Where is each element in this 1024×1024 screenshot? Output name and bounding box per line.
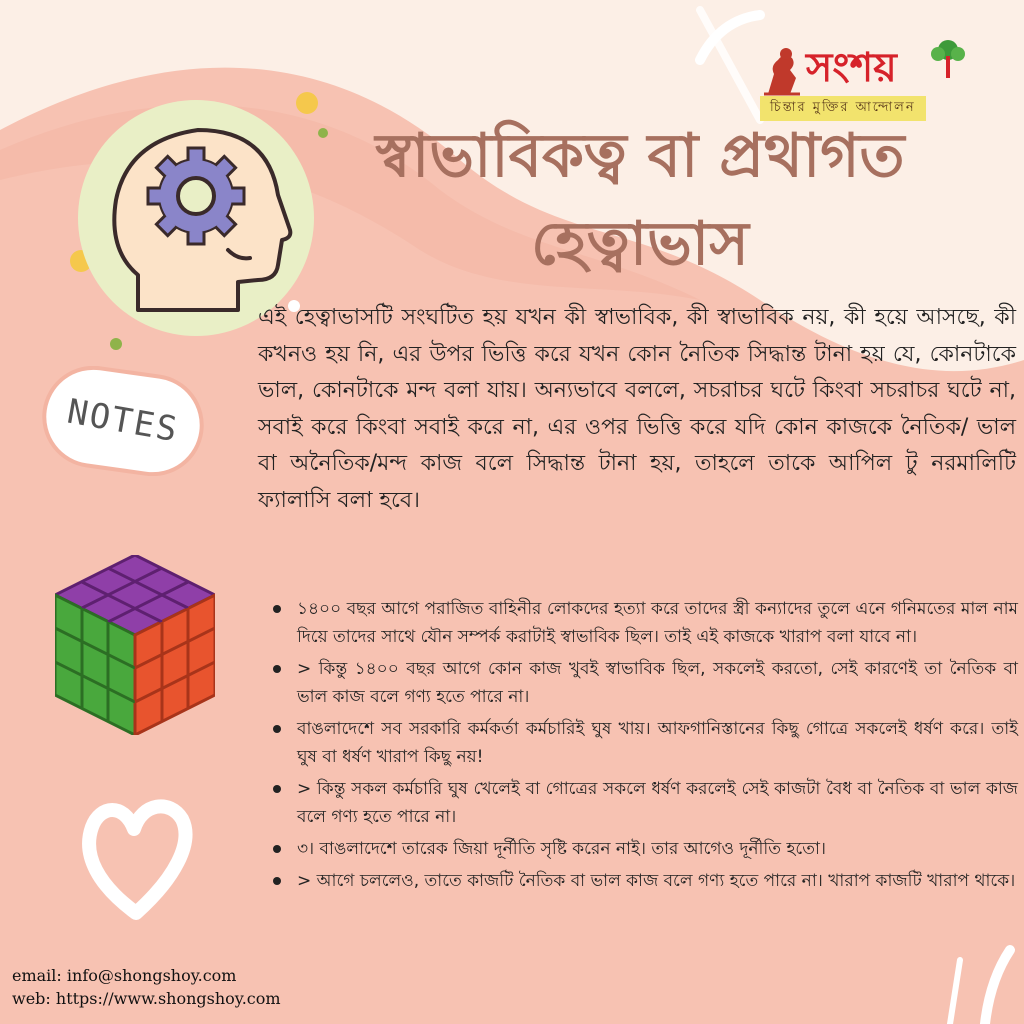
logo-figure-icon xyxy=(760,44,804,96)
example-list xyxy=(270,595,1018,899)
notes-label: NOTES xyxy=(64,391,182,451)
list-item: > কিন্তু সকল কর্মচারি ঘুষ খেলেই বা গোত্রের সকলে ধর্ষণ করলেই সেই কাজটা বৈধ বা নৈতিক বা ভাল কাজ বলে গণ্য হতে পারে না। xyxy=(270,775,1018,831)
heart-outline-icon xyxy=(78,795,198,920)
logo-title: সংশয় xyxy=(806,45,897,91)
list-item: ৩। বাঙলাদেশে তারেক জিয়া দূর্নীতি সৃষ্টি করেন নাই। তার আগেও দূর্নীতি হতো। xyxy=(270,835,1018,863)
contact-info xyxy=(12,964,281,1010)
intro-paragraph: এই হেত্বাভাসটি সংঘটিত হয় যখন কী স্বাভাবিক, কী স্বাভাবিক নয়, কী হয়ে আসছে, কী কখনও হয় নি, এর উপর ভিত্তি করে যখন কোন নৈতিক সিদ্ধান্ত টানা হয় যে, কোনটাকে ভাল, কোনটাকে মন্দ বলা যায়। অন্যভাবে বললে, সচরাচর ঘটে কিংবা সচরাচর ঘটে না, সবাই করে কিংবা সবাই করে না, এর ওপর ভিত্তি করে যদি কোন কাজকে নৈতিক/ ভাল বা অনৈতিক/মন্দ কাজ বলে সিদ্ধান্ত টানা হয়, তাহলে তাকে আপিল টু নরমালিটি ফ্যালাসি বলা হবে। xyxy=(258,305,1016,513)
logo-tree-icon xyxy=(926,36,970,80)
notes-badge xyxy=(38,366,208,476)
list-item: > কিন্তু ১৪০০ বছর আগে কোন কাজ খুবই স্বাভাবিক ছিল, সকলেই করতো, সেই কারণেই তা নৈতিক বা ভাল কাজ বলে গণ্য হতে পারে না। xyxy=(270,655,1018,711)
email-link[interactable]: email: info@shongshoy.com xyxy=(12,966,237,985)
list-item: > আগে চললেও, তাতে কাজটি নৈতিক বা ভাল কাজ বলে গণ্য হতে পারে না। খারাপ কাজটি খারাপ থাকে। xyxy=(270,867,1018,895)
web-link[interactable]: web: https://www.shongshoy.com xyxy=(12,989,281,1008)
list-item: বাঙলাদেশে সব সরকারি কর্মকর্তা কর্মচারিই ঘুষ খায়। আফগানিস্তানের কিছু গোত্রে সকলেই ধর্ষণ করে। তাই ঘুষ বা ধর্ষণ খারাপ কিছু নয়! xyxy=(270,715,1018,771)
logo-tagline: চিন্তার মুক্তির আন্দোলন xyxy=(760,96,926,121)
list-item: ১৪০০ বছর আগে পরাজিত বাহিনীর লোকদের হত্যা করে তাদের স্ত্রী কন্যাদের তুলে এনে গনিমতের মাল নাম দিয়ে তাদের সাথে যৌন সম্পর্ক করাটাই স্বাভাবিক ছিল। তাই এই কাজকে খারাপ বলা যাবে না। xyxy=(270,595,1018,651)
page-title: স্বাভাবিকত্ব বা প্রথাগত হেত্বাভাস xyxy=(375,121,905,279)
rubik-cube-icon xyxy=(55,555,215,735)
